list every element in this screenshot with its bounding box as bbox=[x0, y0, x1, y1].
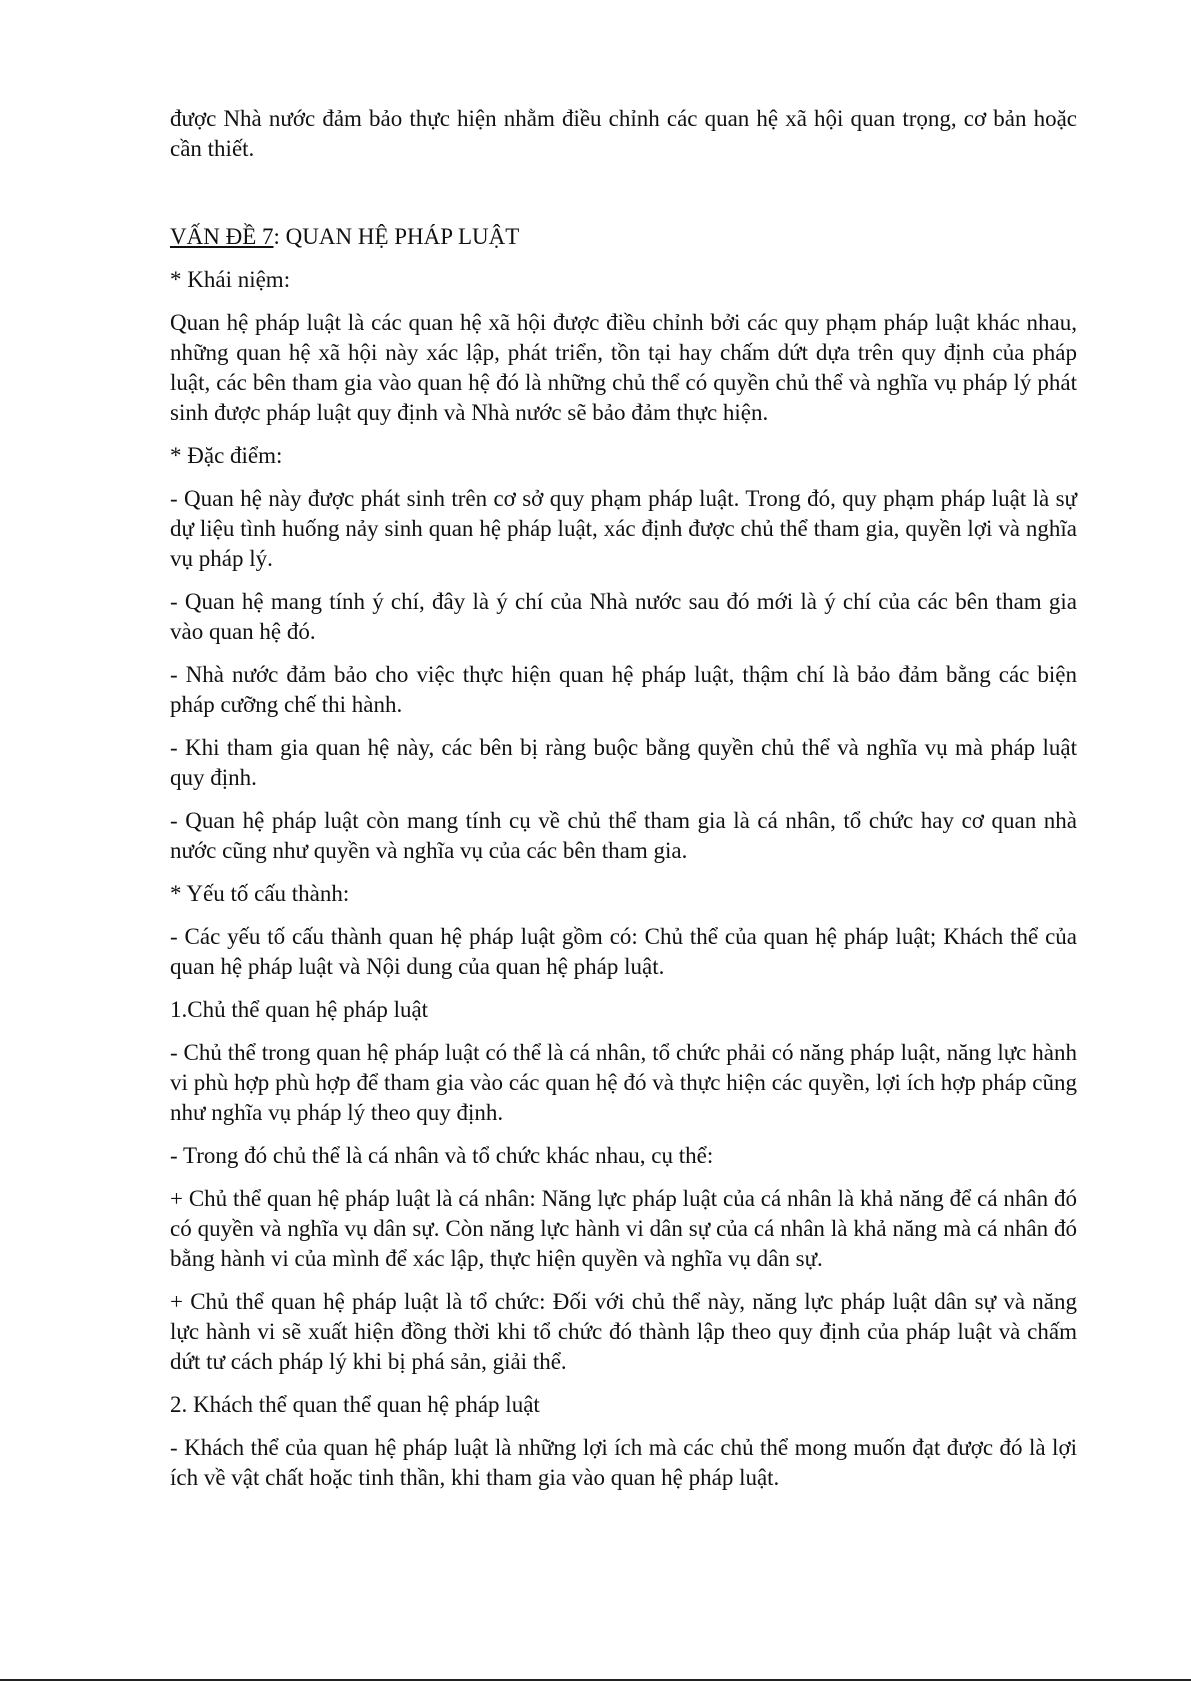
feature-item: - Nhà nước đảm bảo cho việc thực hiện quan hệ pháp luật, thậm chí là bảo đảm bằng các biện pháp cưỡng chế thi hành. bbox=[170, 662, 1077, 717]
section1-paragraph: - Trong đó chủ thể là cá nhân và tổ chức khác nhau, cụ thể: bbox=[170, 1143, 714, 1168]
features-label: * Đặc điểm: bbox=[170, 443, 283, 468]
heading-rest: : QUAN HỆ PHÁP LUẬT bbox=[273, 224, 520, 249]
document-page bbox=[170, 104, 1077, 1506]
feature-item: - Quan hệ này được phát sinh trên cơ sở quy phạm pháp luật. Trong đó, quy phạm pháp luật là sự dự liệu tình huống nảy sinh quan hệ pháp luật, xác định được chủ thể tham gia, quyền lợi và nghĩa vụ pháp lý. bbox=[170, 486, 1077, 571]
section1-title: 1.Chủ thể quan hệ pháp luật bbox=[170, 997, 429, 1022]
section2-title: 2. Khách thể quan thể quan hệ pháp luật bbox=[170, 1392, 540, 1417]
section2-paragraph: - Khách thể của quan hệ pháp luật là những lợi ích mà các chủ thể mong muốn đạt được đó là lợi ích về vật chất hoặc tinh thần, khi tham gia vào quan hệ pháp luật. bbox=[170, 1435, 1077, 1490]
concept-paragraph: Quan hệ pháp luật là các quan hệ xã hội được điều chỉnh bởi các quy phạm pháp luật khác nhau, những quan hệ xã hội này xác lập, phát triển, tồn tại hay chấm dứt dựa trên quy định của pháp luật, các bên tham gia vào quan hệ đó là những chủ thể có quyền chủ thể và nghĩa vụ pháp lý phát sinh được pháp luật quy định và Nhà nước sẽ bảo đảm thực hiện. bbox=[170, 310, 1077, 425]
section1-paragraph: + Chủ thể quan hệ pháp luật là cá nhân: Năng lực pháp luật của cá nhân là khả năng để cá nhân đó có quyền và nghĩa vụ dân sự. Còn năng lực hành vi dân sự của cá nhân là khả năng mà cá nhân đó bằng hành vi của mình để xác lập, thực hiện quyền và nghĩa vụ dân sự. bbox=[170, 1186, 1077, 1271]
feature-item: - Khi tham gia quan hệ này, các bên bị ràng buộc bằng quyền chủ thể và nghĩa vụ mà pháp luật quy định. bbox=[170, 735, 1077, 790]
concept-label: * Khái niệm: bbox=[170, 267, 291, 292]
heading-prefix: VẤN ĐỀ 7 bbox=[170, 224, 274, 249]
feature-item: - Quan hệ pháp luật còn mang tính cụ về chủ thể tham gia là cá nhân, tổ chức hay cơ quan nhà nước cũng như quyền và nghĩa vụ của các bên tham gia. bbox=[170, 808, 1077, 863]
elements-label: * Yếu tố cấu thành: bbox=[170, 881, 350, 906]
intro-paragraph: được Nhà nước đảm bảo thực hiện nhằm điều chỉnh các quan hệ xã hội quan trọng, cơ bản hoặc cần thiết. bbox=[170, 106, 1077, 161]
section-heading bbox=[170, 222, 1077, 252]
section1-paragraph: - Chủ thể trong quan hệ pháp luật có thể là cá nhân, tổ chức phải có năng pháp luật, năng lực hành vi phù hợp phù hợp để tham gia vào các quan hệ đó và thực hiện các quyền, lợi ích hợp pháp cũng như nghĩa vụ pháp lý theo quy định. bbox=[170, 1040, 1077, 1125]
feature-item: - Quan hệ mang tính ý chí, đây là ý chí của Nhà nước sau đó mới là ý chí của các bên tham gia vào quan hệ đó. bbox=[170, 589, 1077, 644]
page-bottom-rule bbox=[0, 1679, 1191, 1681]
elements-paragraph: - Các yếu tố cấu thành quan hệ pháp luật gồm có: Chủ thể của quan hệ pháp luật; Khách thể của quan hệ pháp luật và Nội dung của quan hệ pháp luật. bbox=[170, 924, 1077, 979]
section1-paragraph: + Chủ thể quan hệ pháp luật là tổ chức: Đối với chủ thể này, năng lực pháp luật dân sự và năng lực hành vi sẽ xuất hiện đồng thời khi tổ chức đó thành lập theo quy định của pháp luật và chấm dứt tư cách pháp lý khi bị phá sản, giải thể. bbox=[170, 1289, 1077, 1374]
